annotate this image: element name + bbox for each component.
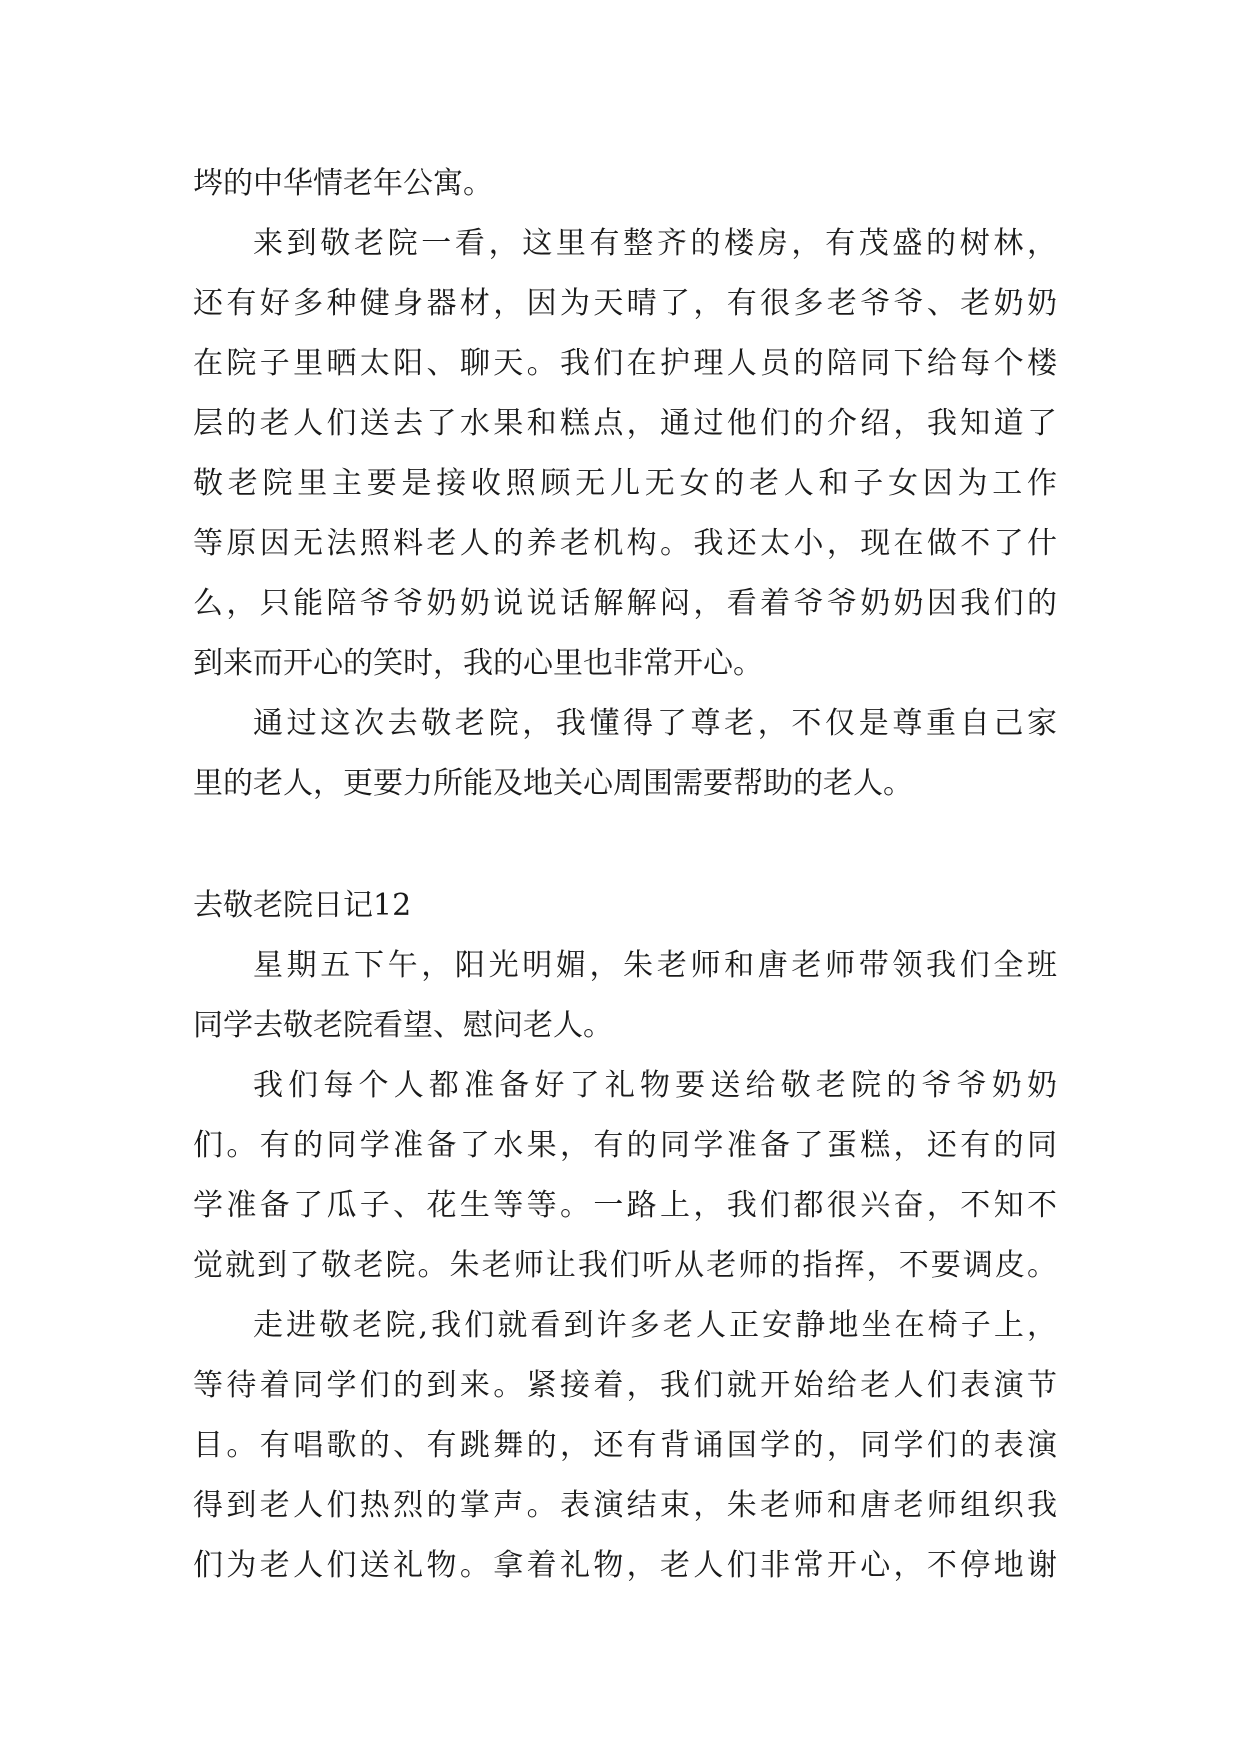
paragraph-performance [193, 1296, 1057, 1596]
section-title-text: 去敬老院日记12 [193, 888, 412, 923]
text-line: 里的老人，更要力所能及地关心周围需要帮助的老人。 [193, 766, 913, 801]
text-line: 同学去敬老院看望、慰问老人。 [193, 1008, 613, 1043]
text-line: 觉就到了敬老院。朱老师让我们听从老师的指挥，不要调皮。 [193, 1248, 1057, 1283]
text-line: 还有好多种健身器材，因为天晴了，有很多老爷爷、老奶奶 [193, 286, 1057, 321]
text-line: 学准备了瓜子、花生等等。一路上，我们都很兴奋，不知不 [193, 1188, 1057, 1223]
text-line: 在院子里晒太阳、聊天。我们在护理人员的陪同下给每个楼 [193, 346, 1057, 381]
text-line: 得到老人们热烈的掌声。表演结束，朱老师和唐老师组织我 [193, 1488, 1057, 1523]
text-line: 么，只能陪爷爷奶奶说说话解解闷，看着爷爷奶奶因我们的 [193, 586, 1057, 621]
text-line: 星期五下午，阳光明媚，朱老师和唐老师带领我们全班 [253, 948, 1057, 983]
text-line: 来到敬老院一看，这里有整齐的楼房，有茂盛的树林， [253, 226, 1057, 261]
text-line: 们为老人们送礼物。拿着礼物，老人们非常开心，不停地谢 [193, 1548, 1057, 1583]
text-line: 层的老人们送去了水果和糕点，通过他们的介绍，我知道了 [193, 406, 1057, 441]
paragraph-visit-description [193, 214, 1057, 694]
text-line: 敬老院里主要是接收照顾无儿无女的老人和子女因为工作 [193, 466, 1057, 501]
paragraph-intro [193, 936, 1057, 1056]
text-line: 走进敬老院,我们就看到许多老人正安静地坐在椅子上， [253, 1308, 1057, 1343]
text-line: 我们每个人都准备好了礼物要送给敬老院的爷爷奶奶 [253, 1068, 1057, 1103]
paragraph-gifts [193, 1056, 1057, 1296]
section-title [193, 876, 1057, 936]
text-line: 目。有唱歌的、有跳舞的，还有背诵国学的，同学们的表演 [193, 1428, 1057, 1463]
text-line: 通过这次去敬老院，我懂得了尊老，不仅是尊重自己家 [253, 706, 1057, 741]
document-body [193, 154, 1057, 1596]
text-line: 到来而开心的笑时，我的心里也非常开心。 [193, 646, 763, 681]
section-gap [193, 814, 1057, 876]
paragraph-conclusion [193, 694, 1057, 814]
text-line: 等待着同学们的到来。紧接着，我们就开始给老人们表演节 [193, 1368, 1057, 1403]
text-line: 埁的中华情老年公寓。 [193, 166, 493, 201]
text-line: 等原因无法照料老人的养老机构。我还太小，现在做不了什 [193, 526, 1057, 561]
paragraph-continuation [193, 154, 1057, 214]
text-line: 们。有的同学准备了水果，有的同学准备了蛋糕，还有的同 [193, 1128, 1057, 1163]
